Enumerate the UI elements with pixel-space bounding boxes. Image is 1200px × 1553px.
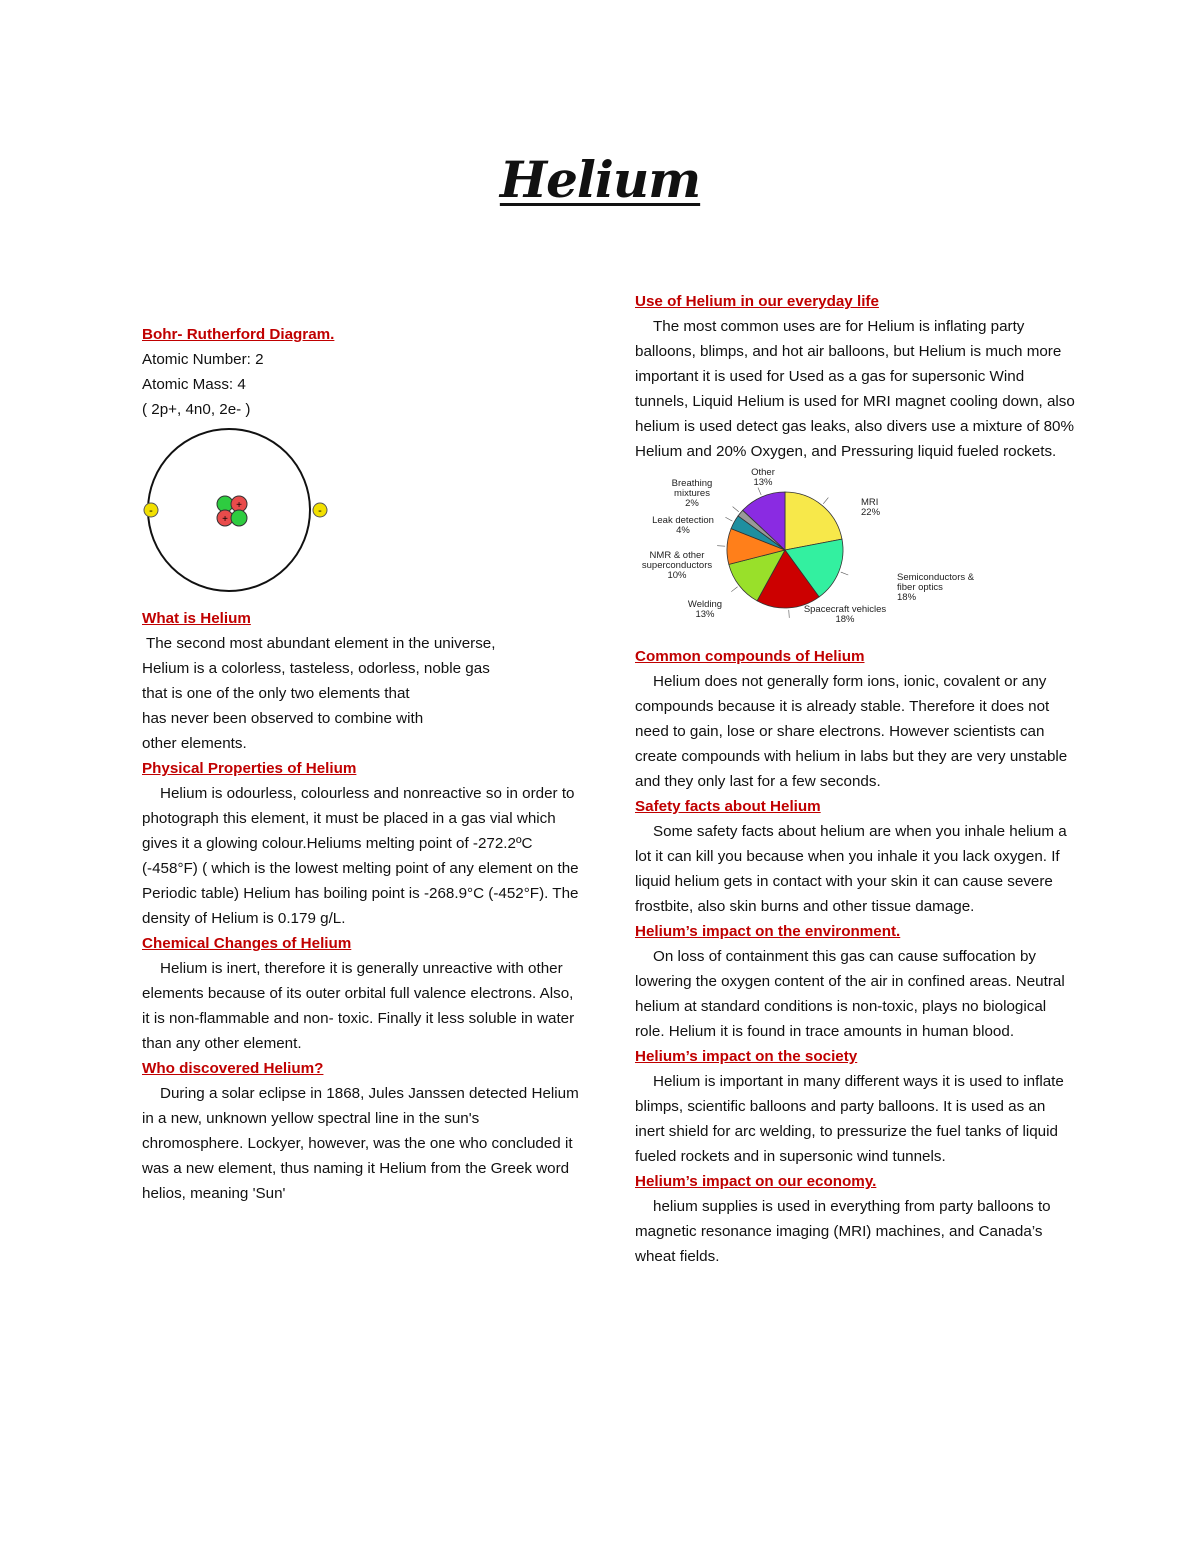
pie-label: Welding 13% xyxy=(687,599,723,620)
what-line: The second most abundant element in the universe, xyxy=(142,635,496,652)
svg-text:+: + xyxy=(222,514,228,525)
physical-text: Helium is odourless, colourless and nonreactive so in order to photograph this element, it must be placed in a gas vial which gives it a glowing colour.Heliums melting point of -272.2ºC (-458°F) ( which is the lowest melting point of any element on the Periodic table) Helium has boiling point is -268.9°C (-452°F). The density of Helium is 0.179 g/L. xyxy=(142,785,579,927)
chemical-heading: Chemical Changes of Helium xyxy=(142,935,352,952)
neutron xyxy=(231,510,247,526)
svg-text:-: - xyxy=(149,505,153,517)
environment-heading: Helium’s impact on the environment. xyxy=(635,923,901,940)
electron-left xyxy=(144,503,158,517)
left-column xyxy=(142,322,582,1206)
use-text: The most common uses are for Helium is inflating party balloons, blimps, and hot air balloons, but Helium is much more important it is used for Used as a gas for supersonic Wind tunnels, Liquid Helium is used for MRI magnet cooling down, also helium is used detect gas leaks, also divers use a mixture of 80% Helium and 20% Oxygen, and Pressuring liquid fueled rockets. xyxy=(635,318,1075,460)
leader-line xyxy=(717,546,725,547)
what-line: has never been observed to combine with xyxy=(142,710,424,727)
pie-label: MRI 22% xyxy=(861,497,881,518)
compounds-heading: Common compounds of Helium xyxy=(635,648,865,665)
atomic-number: Atomic Number: 2 xyxy=(142,351,264,368)
what-line: Helium is a colorless, tasteless, odorless, noble gas xyxy=(142,660,490,677)
compounds-text: Helium does not generally form ions, ionic, covalent or any compounds because it is already stable. Therefore it does not need to gain, lose or share electrons. However scientists can create compounds with helium in labs but they are very unstable and they only last for a few seconds. xyxy=(635,673,1068,790)
particle-count: ( 2p+, 4n0, 2e- ) xyxy=(142,401,251,418)
economy-heading: Helium’s impact on our economy. xyxy=(635,1173,877,1190)
environment-text: On loss of containment this gas can cause suffocation by lowering the oxygen content of the air in confined areas. Neutral helium at standard conditions is non-toxic, plays no biological role. Helium it is found in trace amounts in human blood. xyxy=(635,948,1065,1040)
physical-heading: Physical Properties of Helium xyxy=(142,760,357,777)
safety-heading: Safety facts about Helium xyxy=(635,798,821,815)
svg-text:+: + xyxy=(236,500,242,511)
pie-label: NMR & other superconductors 10% xyxy=(641,550,713,581)
leader-line xyxy=(823,498,828,504)
leader-line xyxy=(731,587,737,592)
pie-label: Spacecraft vehicles 18% xyxy=(803,604,887,625)
nucleus xyxy=(217,496,247,526)
leader-line xyxy=(789,610,790,618)
leader-line xyxy=(733,507,739,512)
bohr-heading: Bohr- Rutherford Diagram. xyxy=(142,326,335,343)
use-heading: Use of Helium in our everyday life xyxy=(635,293,879,310)
leader-line xyxy=(725,517,732,521)
discovered-heading: Who discovered Helium? xyxy=(142,1060,324,1077)
pie-label: Other 13% xyxy=(751,467,775,488)
what-line: that is one of the only two elements that xyxy=(142,685,410,702)
safety-text: Some safety facts about helium are when you inhale helium a lot it can kill you because when you inhale it you lack oxygen. If liquid helium gets in contact with your skin it can cause severe frostbite, also skin burns and other tissue damage. xyxy=(635,823,1067,915)
leader-line xyxy=(758,488,761,495)
society-heading: Helium’s impact on the society xyxy=(635,1048,858,1065)
society-text: Helium is important in many different ways it is used to inflate blimps, scientific balloons and party balloons. It is used as an inert shield for arc welding, to pressurize the fuel tanks of liquid fueled rockets and in supersonic wind tunnels. xyxy=(635,1073,1064,1165)
pie-label: Semiconductors & fiber optics 18% xyxy=(897,572,975,603)
chemical-text: Helium is inert, therefore it is generally unreactive with other elements because of its outer orbital full valence electrons. Also, it is non-flammable and non- toxic. Finally it less soluble in water than any other element. xyxy=(142,960,575,1052)
pie-label: Breathing mixtures 2% xyxy=(671,478,713,509)
economy-text: helium supplies is used in everything from party balloons to magnetic resonance imaging (MRI) machines, and Canada’s wheat fields. xyxy=(635,1198,1051,1265)
page-title: Helium xyxy=(499,150,701,209)
right-column xyxy=(635,289,1075,1269)
atomic-mass: Atomic Mass: 4 xyxy=(142,376,246,393)
bohr-rutherford-diagram xyxy=(142,426,342,594)
electron-right xyxy=(313,503,327,517)
svg-text:-: - xyxy=(318,505,322,517)
pie-label: Leak detection 4% xyxy=(652,515,714,536)
leader-line xyxy=(841,572,848,575)
discovered-text: During a solar eclipse in 1868, Jules Janssen detected Helium in a new, unknown yellow spectral line in the sun's chromosphere. Lockyer, however, was the one who concluded it was a new element, thus naming it Helium from the Greek word helios, meaning 'Sun' xyxy=(142,1085,579,1202)
helium-uses-pie-chart xyxy=(635,467,975,640)
what-heading: What is Helium xyxy=(142,610,251,627)
what-line: other elements. xyxy=(142,735,247,752)
